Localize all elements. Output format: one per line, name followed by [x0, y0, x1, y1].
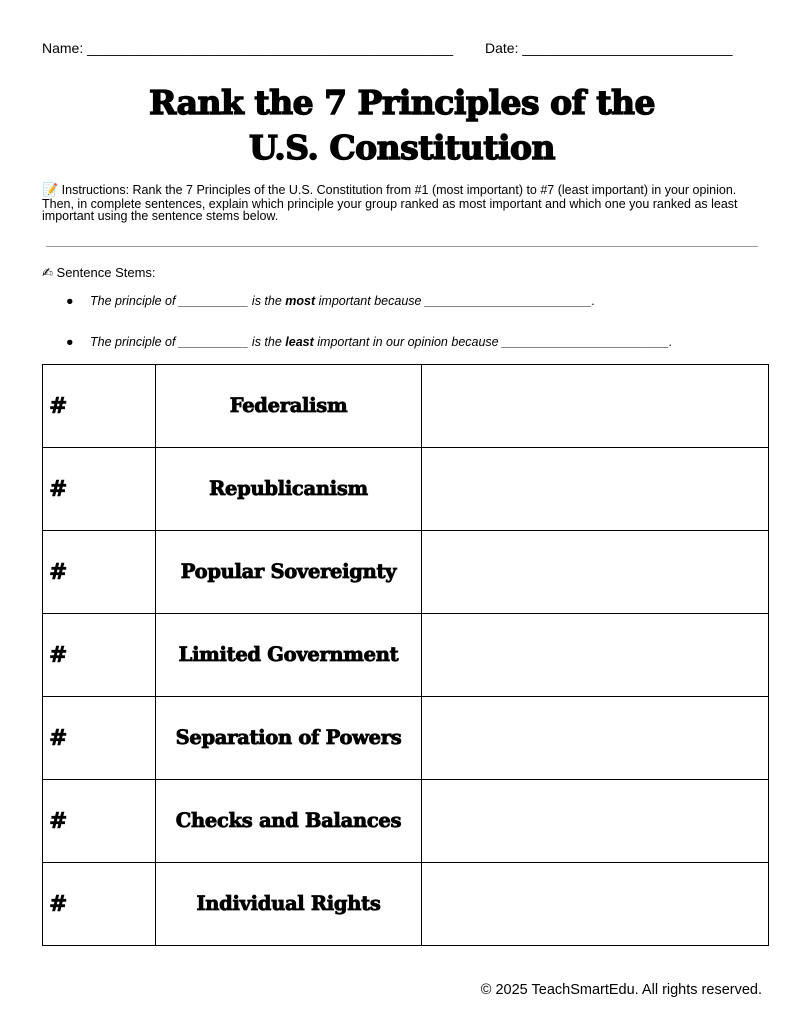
answer-cell[interactable]: [422, 863, 769, 946]
memo-icon: 📝: [42, 183, 59, 198]
answer-cell[interactable]: [422, 365, 769, 448]
sentence-stem-least: [66, 335, 672, 349]
table-row: [43, 531, 769, 614]
instructions: [42, 184, 758, 223]
sentence-stems-label: Sentence Stems:: [56, 265, 156, 280]
name-label: Name:: [42, 40, 84, 56]
table-row: [43, 365, 769, 448]
bullet-icon: ●: [66, 335, 74, 349]
sentence-stem-most: [66, 294, 595, 308]
rank-cell[interactable]: #: [43, 448, 156, 531]
date-label: Date:: [485, 40, 519, 56]
page-title: [0, 80, 798, 170]
date-blank[interactable]: ___________________________: [522, 40, 733, 56]
principle-cell: Individual Rights: [156, 863, 422, 946]
title-line-2: U.S. Constitution: [248, 128, 555, 167]
bullet-icon: ●: [66, 294, 74, 308]
date-field: [485, 40, 733, 56]
rank-cell[interactable]: #: [43, 365, 156, 448]
rank-cell[interactable]: #: [43, 780, 156, 863]
instructions-text: Instructions: Rank the 7 Principles of the U.S. Constitution from #1 (most important) to #7 (least important) in your opinion. Then, in complete sentences, explain which principle your group ranked as most important and which one you ranked as least important using the sentence stems below.: [42, 183, 738, 223]
rank-cell[interactable]: #: [43, 614, 156, 697]
answer-cell[interactable]: [422, 614, 769, 697]
table-row: [43, 697, 769, 780]
divider: [46, 246, 758, 247]
copyright-footer: © 2025 TeachSmartEdu. All rights reserved.: [480, 982, 762, 998]
table-row: [43, 614, 769, 697]
stem-text-post: important because ________________________.: [315, 294, 596, 308]
header-fields: [42, 40, 733, 56]
title-line-1: Rank the 7 Principles of the: [148, 83, 656, 122]
stem-text-post: important in our opinion because ________________________.: [313, 335, 673, 349]
table-row: [43, 448, 769, 531]
principle-cell: Federalism: [156, 365, 422, 448]
answer-cell[interactable]: [422, 780, 769, 863]
stem-emphasis: least: [285, 335, 314, 349]
rank-cell[interactable]: #: [43, 531, 156, 614]
stem-emphasis: most: [285, 294, 316, 308]
name-blank[interactable]: _______________________________________________: [87, 40, 454, 56]
principle-cell: Checks and Balances: [156, 780, 422, 863]
principle-cell: Limited Government: [156, 614, 422, 697]
answer-cell[interactable]: [422, 531, 769, 614]
principle-cell: Popular Sovereignty: [156, 531, 422, 614]
answer-cell[interactable]: [422, 448, 769, 531]
table-row: [43, 780, 769, 863]
table-row: [43, 863, 769, 946]
stem-text-pre: The principle of __________ is the: [90, 294, 286, 308]
principle-cell: Republicanism: [156, 448, 422, 531]
answer-cell[interactable]: [422, 697, 769, 780]
writing-hand-icon: ✍: [42, 266, 53, 281]
ranking-table: [42, 364, 769, 946]
rank-cell[interactable]: #: [43, 697, 156, 780]
rank-cell[interactable]: #: [43, 863, 156, 946]
sentence-stems-heading: [42, 265, 156, 281]
principle-cell: Separation of Powers: [156, 697, 422, 780]
stem-text-pre: The principle of __________ is the: [90, 335, 286, 349]
